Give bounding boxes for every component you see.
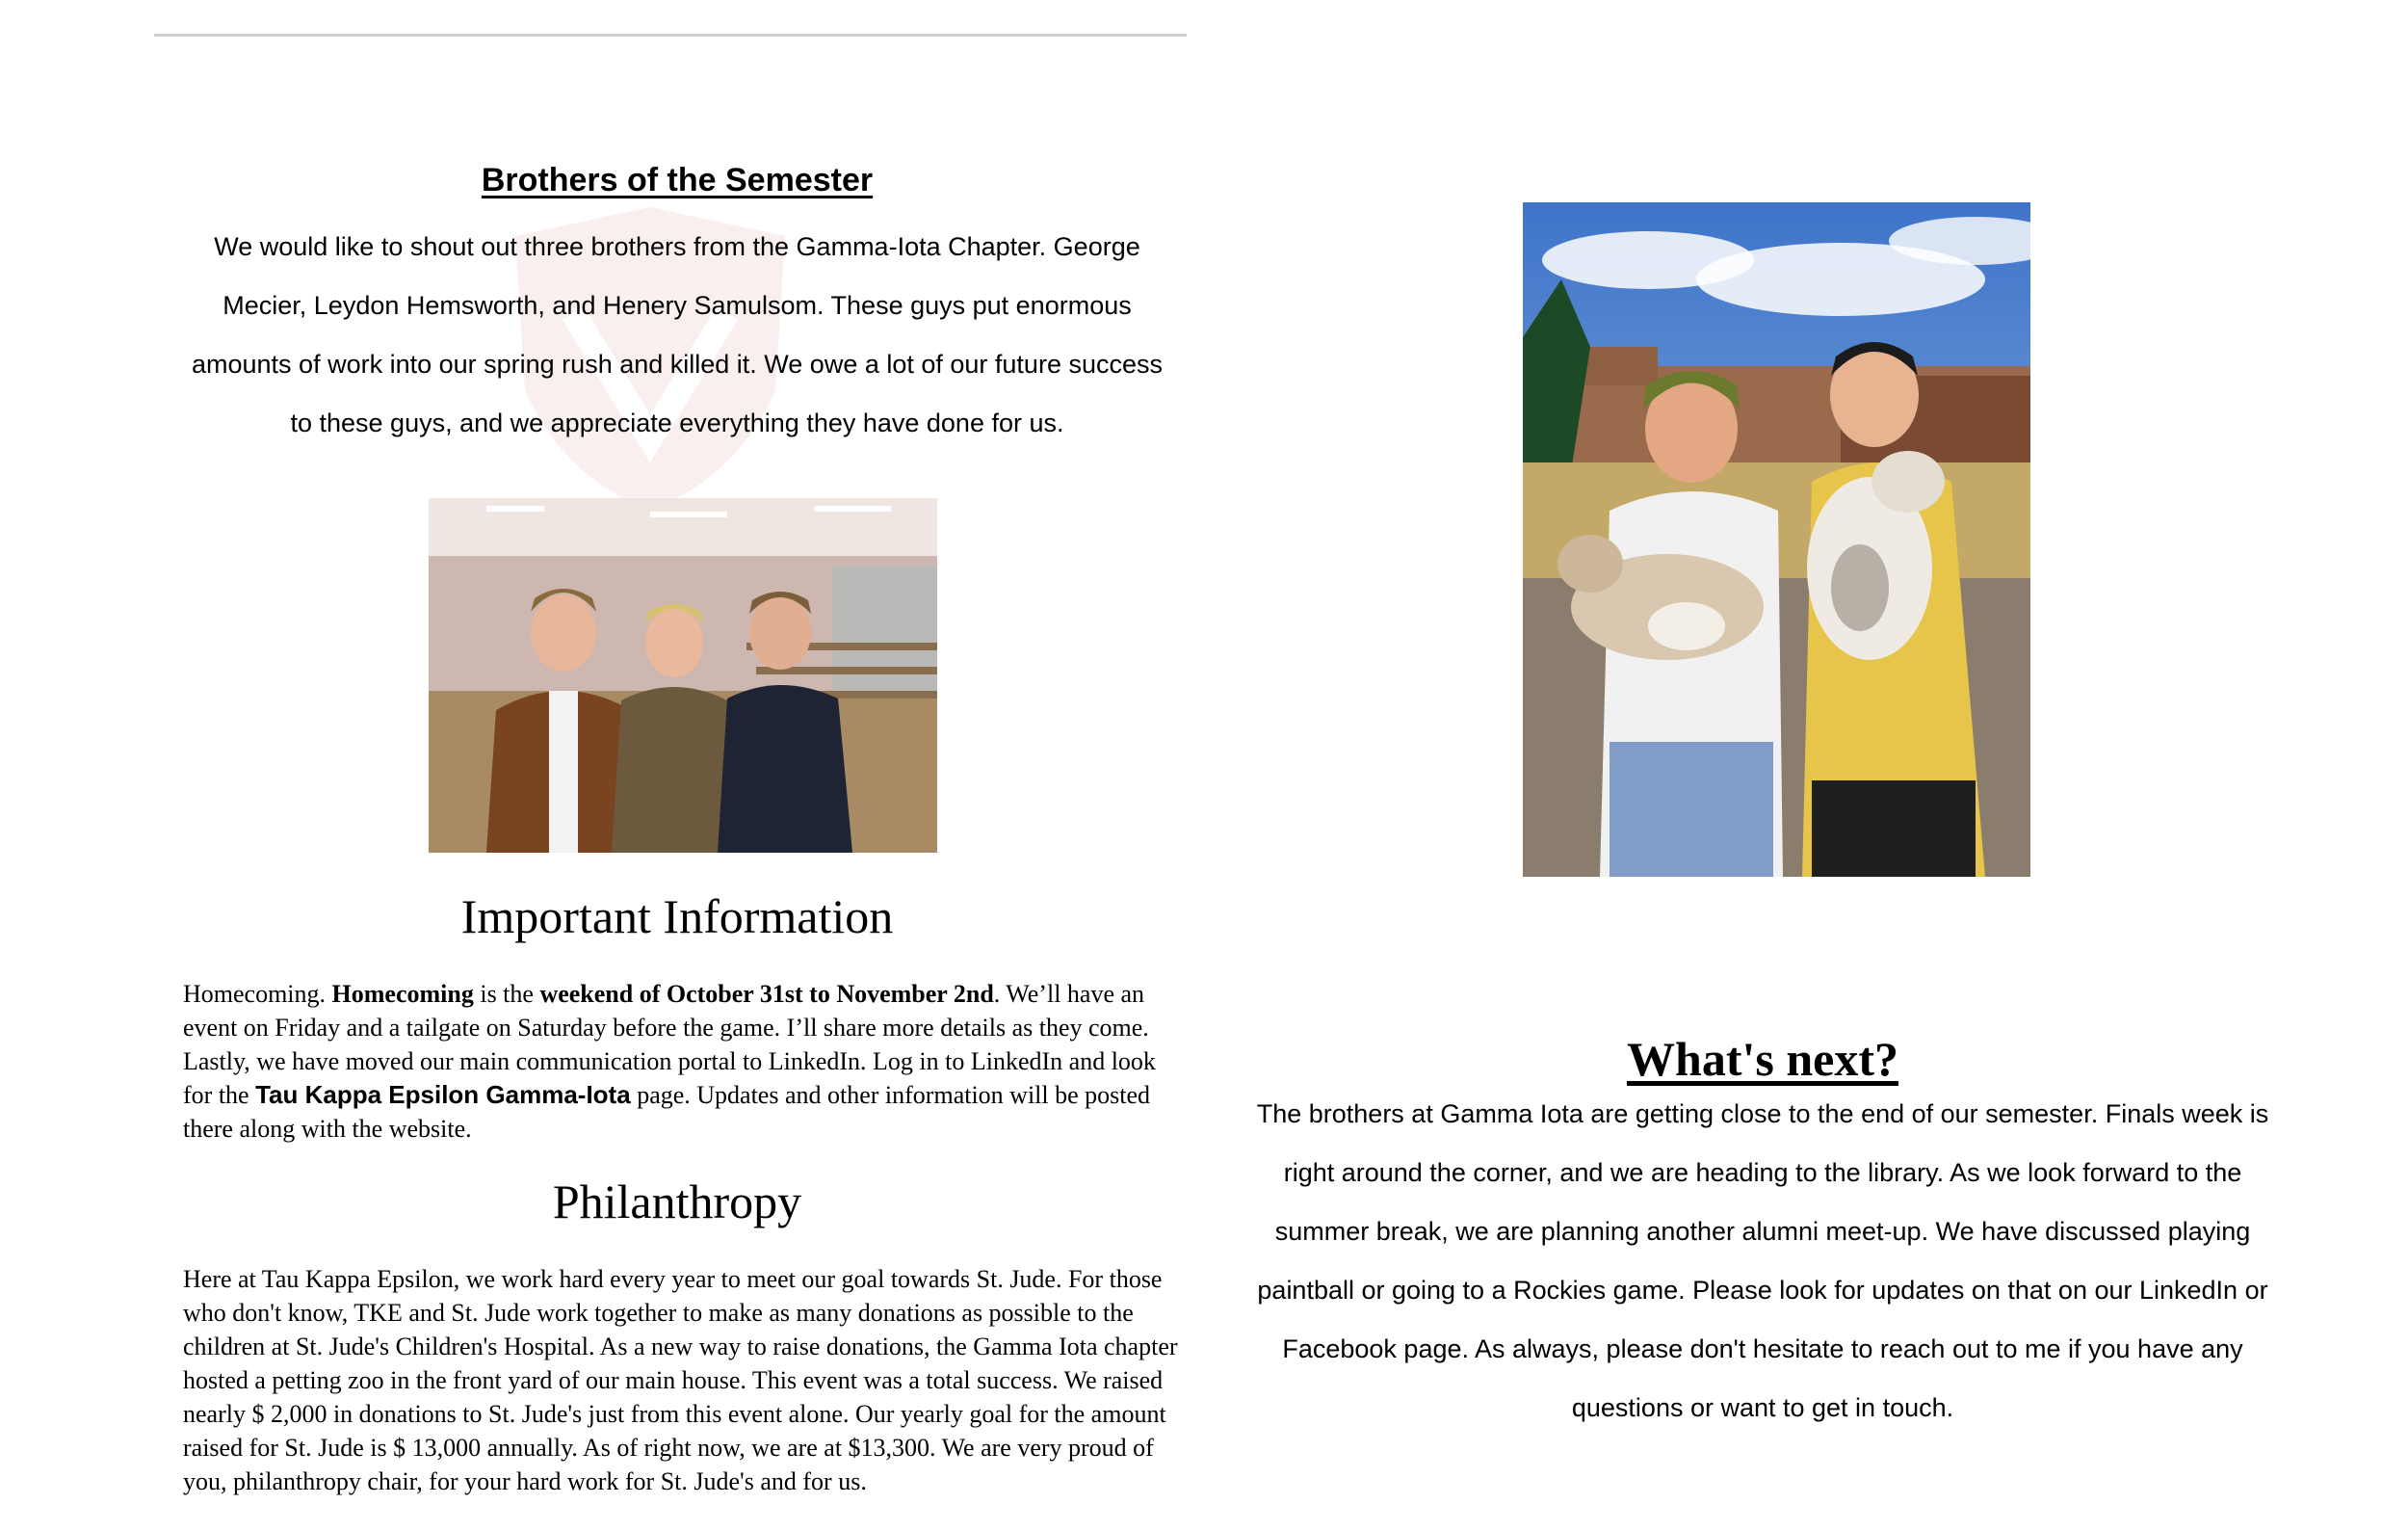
important-information-heading: Important Information — [460, 889, 894, 943]
brothers-of-semester-text: We would like to shout out three brothers from the Gamma-Iota Chapter. George Mecier, Leydon Hemsworth, and Henery Samulsom. These guys put enormous amounts of work into our spring rush and killed it. We owe a lot of our future success to these guys, and we appreciate everything they have done for us. — [192, 232, 1163, 437]
philanthropy-text: Here at Tau Kappa Epsilon, we work hard every year to meet our goal towards St. Jude. For those who don't know, TKE and St. Jude work together to make as many donations as possible to the children at St. Jude's Children's Hospital. As a new way to raise donations, the Gamma Iota chapter hosted a petting zoo in the front yard of our main house. This event was a total success. We raised nearly $ 2,000 in donations to St. Jude's just from this event alone. Our yearly goal for the amount raised for St. Jude is $ 13,000 annually. As of right now, we are at $13,300. We are very proud of you, philanthropy chair, for your hard work for St. Jude's and for us. — [183, 1265, 1178, 1495]
whats-next-text: The brothers at Gamma Iota are getting close to the end of our semester. Finals week is right around the corner, and we are heading to the library. As we look forward to the summer break, we are planning another alumni meet-up. We have discussed playing paintball or going to a Rockies game. Please look for updates on that on our LinkedIn or Facebook page. As always, please don't hesitate to reach out to me if you have any questions or want to get in touch. — [1256, 1099, 2269, 1422]
top-divider — [154, 34, 1187, 37]
petting-zoo-photo — [1523, 202, 2030, 877]
whats-next-heading: What's next? — [1627, 1032, 1898, 1086]
brothers-photo — [429, 498, 937, 853]
important-information-text: Homecoming. Homecoming is the weekend of October 31st to November 2nd. We’ll have an event on Friday and a tailgate on Saturday before the game. I’ll share more details as they come. Lastly, we have moved our main communication portal to LinkedIn. Log in to LinkedIn and look for the Tau Kappa Epsilon Gamma-Iota page. Updates and other information will be posted there along with the website. — [183, 980, 1156, 1143]
philanthropy-heading: Philanthropy — [552, 1175, 802, 1228]
linkedin-page-name: Tau Kappa Epsilon Gamma-Iota — [255, 1080, 631, 1109]
brothers-of-semester-heading: Brothers of the Semester — [481, 162, 874, 198]
